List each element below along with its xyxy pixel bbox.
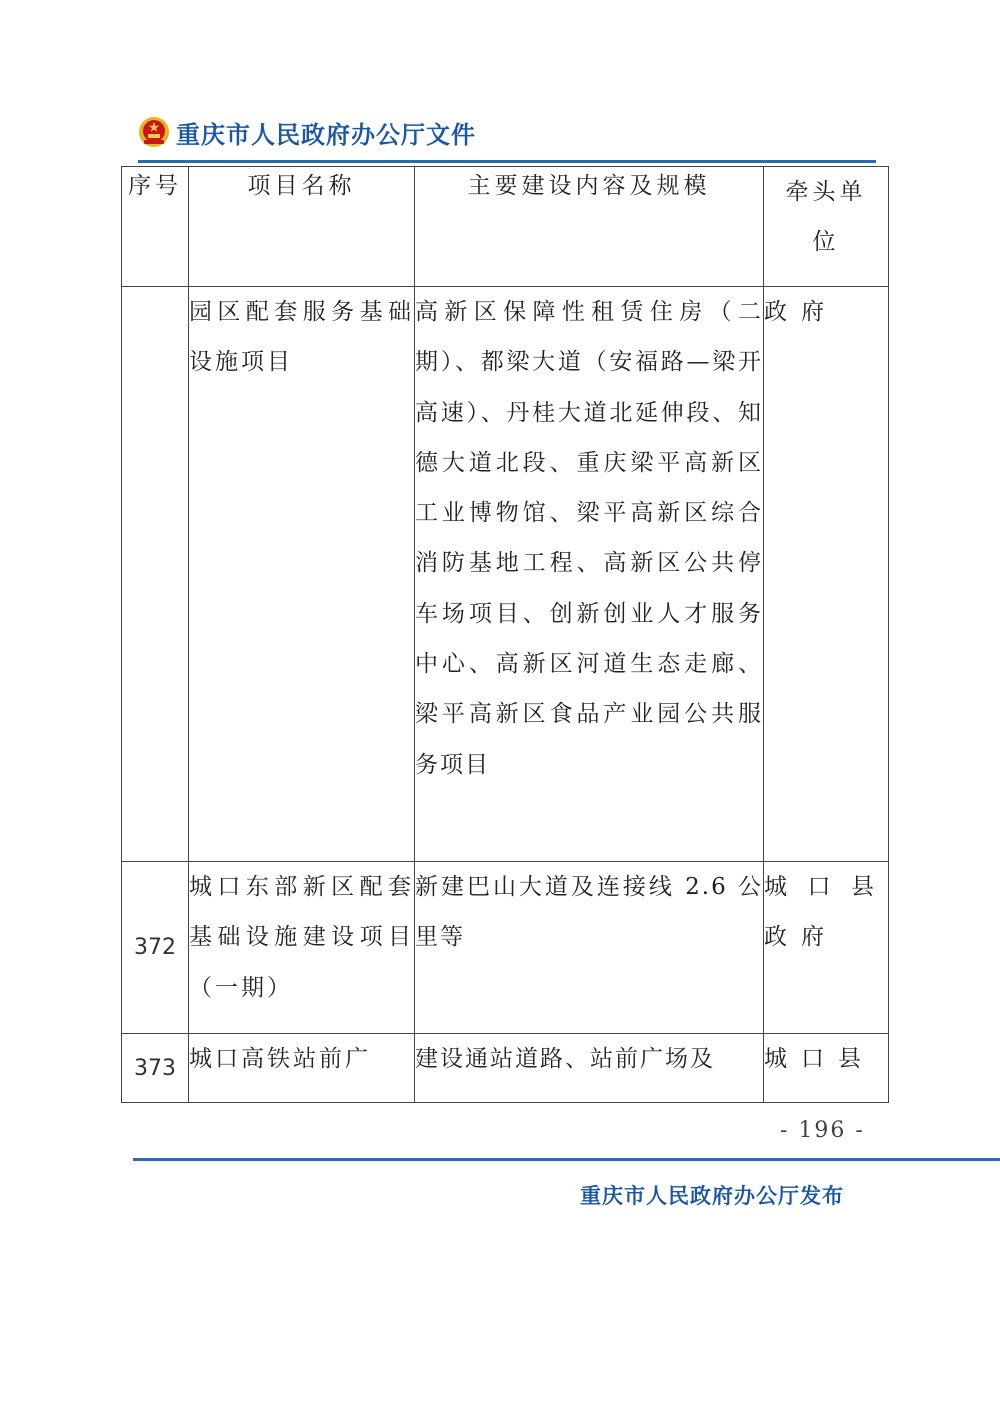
row-content: 高新区保障性租赁住房（二期）、都梁大道（安福路—梁开高速）、丹桂大道北延伸段、知德大道北段、重庆梁平高新区工业博物馆、梁平高新区综合消防基地工程、高新区公共停车场项目、创新创业人才服务中心、高新区河道生态走廊、梁平高新区食品产业园公共服务项目	[415, 287, 764, 862]
document-header	[138, 112, 476, 152]
table-header-row	[122, 167, 889, 287]
national-emblem-icon	[138, 116, 170, 148]
row-lead: 城口县	[764, 1034, 889, 1103]
header-lead: 牵头单位	[764, 167, 889, 287]
row-lead: 政府	[764, 287, 889, 862]
table-row	[122, 287, 889, 862]
row-seq: 373	[122, 1034, 189, 1103]
row-name: 园区配套服务基础设施项目	[189, 287, 415, 862]
header-content: 主要建设内容及规模	[415, 167, 764, 287]
header-name: 项目名称	[189, 167, 415, 287]
footer-divider	[133, 1158, 1000, 1161]
page-number: - 196 -	[780, 1118, 865, 1143]
row-content: 新建巴山大道及连接线 2.6 公里等	[415, 862, 764, 1034]
row-seq	[122, 287, 189, 862]
footer-publisher: 重庆市人民政府办公厅发布	[580, 1184, 844, 1208]
table-row	[122, 1034, 889, 1103]
row-name: 城口东部新区配套基础设施建设项目（一期）	[189, 862, 415, 1034]
table-row	[122, 862, 889, 1034]
header-divider	[138, 160, 876, 163]
row-seq: 372	[122, 862, 189, 1034]
row-content: 建设通站道路、站前广场及	[415, 1034, 764, 1103]
project-table	[121, 166, 889, 1103]
row-name: 城口高铁站前广	[189, 1034, 415, 1103]
row-lead: 城口县政府	[764, 862, 889, 1034]
header-seq: 序号	[122, 167, 189, 287]
header-title: 重庆市人民政府办公厅文件	[176, 120, 476, 149]
